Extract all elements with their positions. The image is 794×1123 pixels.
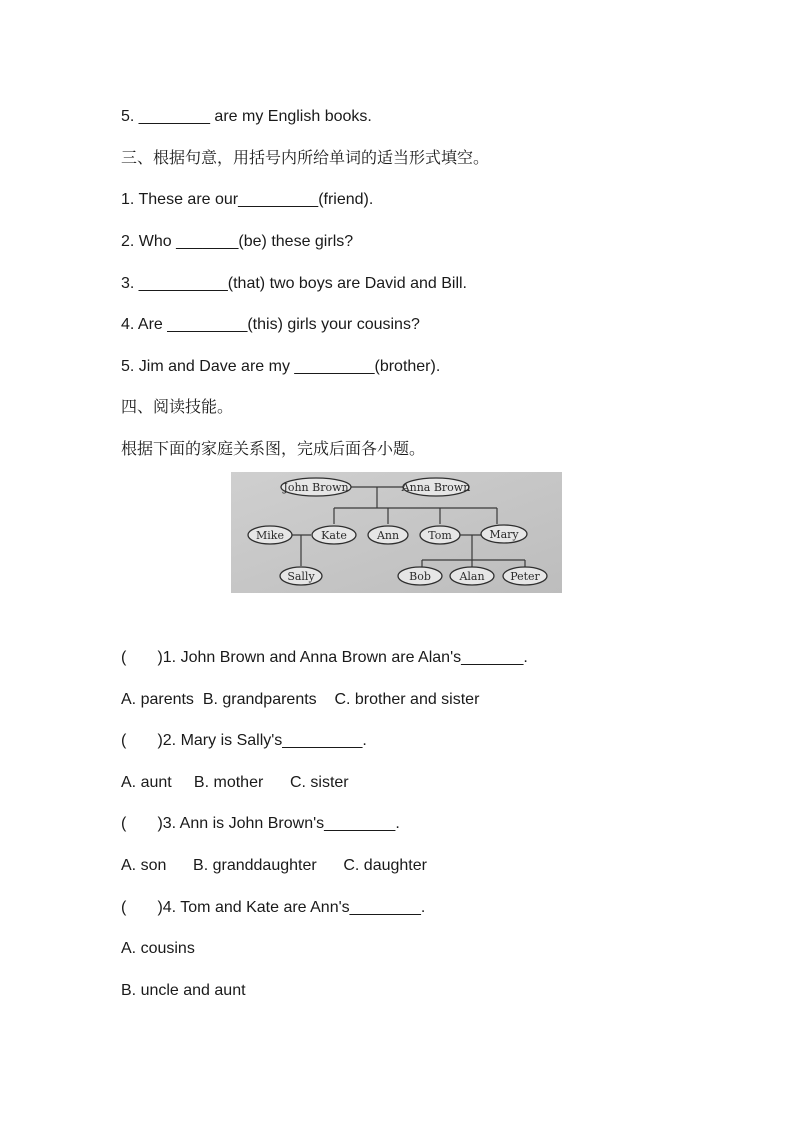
section-three-heading: 三、根据句意，用括号内所给单词的适当形式填空。 [121,150,490,167]
question-4-option-b: B. uncle and aunt [121,982,246,999]
label-anna-brown: Anna Brown [401,481,471,494]
fill-blank-item-5: 5. Jim and Dave are my _________(brother). [121,358,441,375]
section-four-instruction: 根据下面的家庭关系图，完成后面各小题。 [121,441,426,458]
question-2-options: A. aunt B. mother C. sister [121,774,349,791]
fill-blank-item-4: 4. Are _________(this) girls your cousins? [121,316,420,333]
label-mary: Mary [489,528,519,541]
label-bob: Bob [409,570,431,583]
section-two-item-5: 5. ________ are my English books. [121,108,372,125]
question-2-stem: ( )2. Mary is Sally's_________. [121,732,367,749]
label-alan: Alan [459,570,485,583]
fill-blank-item-2: 2. Who _______(be) these girls? [121,233,354,250]
fill-blank-item-1: 1. These are our_________(friend). [121,191,374,208]
fill-blank-item-3: 3. __________(that) two boys are David and Bill. [121,275,467,292]
section-four-heading: 四、阅读技能。 [121,399,234,416]
question-3-stem: ( )3. Ann is John Brown's________. [121,815,400,832]
label-john-brown: John Brown [283,481,349,494]
family-tree-diagram [231,472,562,593]
label-tom: Tom [428,529,452,542]
question-1-stem: ( )1. John Brown and Anna Brown are Alan's_______. [121,649,528,666]
family-tree-svg [231,472,562,593]
label-peter: Peter [510,570,540,583]
question-1-options: A. parents B. grandparents C. brother and sister [121,691,480,708]
question-4-option-a: A. cousins [121,940,195,957]
question-3-options: A. son B. granddaughter C. daughter [121,857,427,874]
label-kate: Kate [321,529,347,542]
label-sally: Sally [287,570,315,583]
question-4-stem: ( )4. Tom and Kate are Ann's________. [121,899,426,916]
label-ann: Ann [376,529,400,542]
label-mike: Mike [256,529,284,542]
